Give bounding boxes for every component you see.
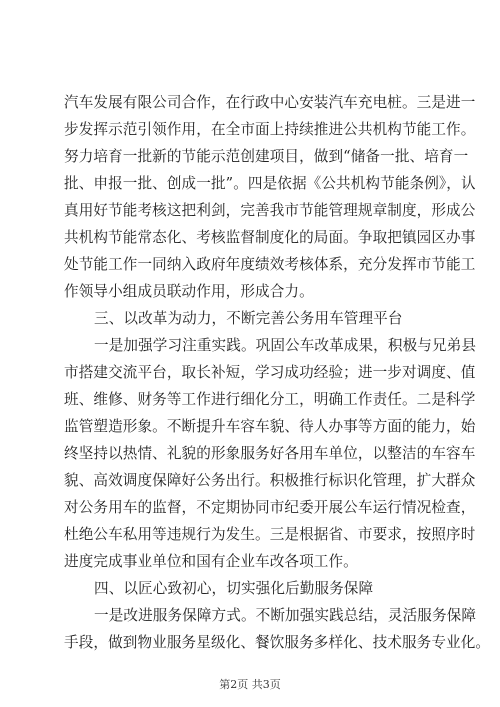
body-text-line: 批、申报一批、创成一批”。四是依据《公共机构节能条例》，认 bbox=[64, 175, 476, 192]
body-text-line: 真用好节能考核这把利剑，完善我市节能管理规章制度，形成公 bbox=[64, 202, 476, 219]
body-text-line: 对公务用车的监督，不定期协同市纪委开展公车运行情况检查， bbox=[64, 499, 476, 516]
body-text-line: 监管塑造形象。不断提升车容车貌、待人办事等方面的能力，始 bbox=[64, 418, 476, 435]
body-text-line: 汽车发展有限公司合作，在行政中心安装汽车充电桩。三是进一 bbox=[64, 94, 476, 111]
body-text-line: 进度完成事业单位和国有企业车改各项工作。 bbox=[64, 553, 358, 570]
page-footer: 第2页 共3页 bbox=[219, 678, 281, 691]
body-text-line: 杜绝公车私用等违规行为发生。三是根据省、市要求，按照序时 bbox=[64, 526, 476, 543]
section-heading: 三、以改革为动力，不断完善公务用车管理平台 bbox=[94, 310, 403, 327]
body-text-line: 处节能工作一同纳入政府年度绩效考核体系，充分发挥市节能工 bbox=[64, 256, 476, 273]
body-text-line: 共机构节能常态化、考核监督制度化的局面。争取把镇园区办事 bbox=[64, 229, 476, 246]
body-text-line: 一是加强学习注重实践。巩固公车改革成果，积极与兄弟县 bbox=[94, 337, 477, 354]
body-text-line: 市搭建交流平台，取长补短，学习成功经验；进一步对调度、值 bbox=[64, 364, 476, 381]
body-text-line: 作领导小组成员联动作用，形成合力。 bbox=[64, 283, 314, 300]
body-text-line: 班、维修、财务等工作进行细化分工，明确工作责任。二是科学 bbox=[64, 391, 476, 408]
section-heading: 四、以匠心致初心，切实强化后勤服务保障 bbox=[94, 580, 374, 597]
body-text-line: 终坚持以热情、礼貌的形象服务好各用车单位，以整洁的车容车 bbox=[64, 445, 476, 462]
body-text-line: 努力培育一批新的节能示范创建项目，做到“储备一批、培育一 bbox=[64, 148, 469, 165]
body-text-line: 貌、高效调度保障好公务出行。积极推行标识化管理，扩大群众 bbox=[64, 472, 476, 489]
body-text-line: 手段，做到物业服务星级化、餐饮服务多样化、技术服务专业化。 bbox=[64, 634, 491, 651]
body-text-line: 一是改进服务保障方式。不断加强实践总结，灵活服务保障 bbox=[94, 607, 477, 624]
body-text-line: 步发挥示范引领作用，在全市面上持续推进公共机构节能工作。 bbox=[64, 121, 476, 138]
